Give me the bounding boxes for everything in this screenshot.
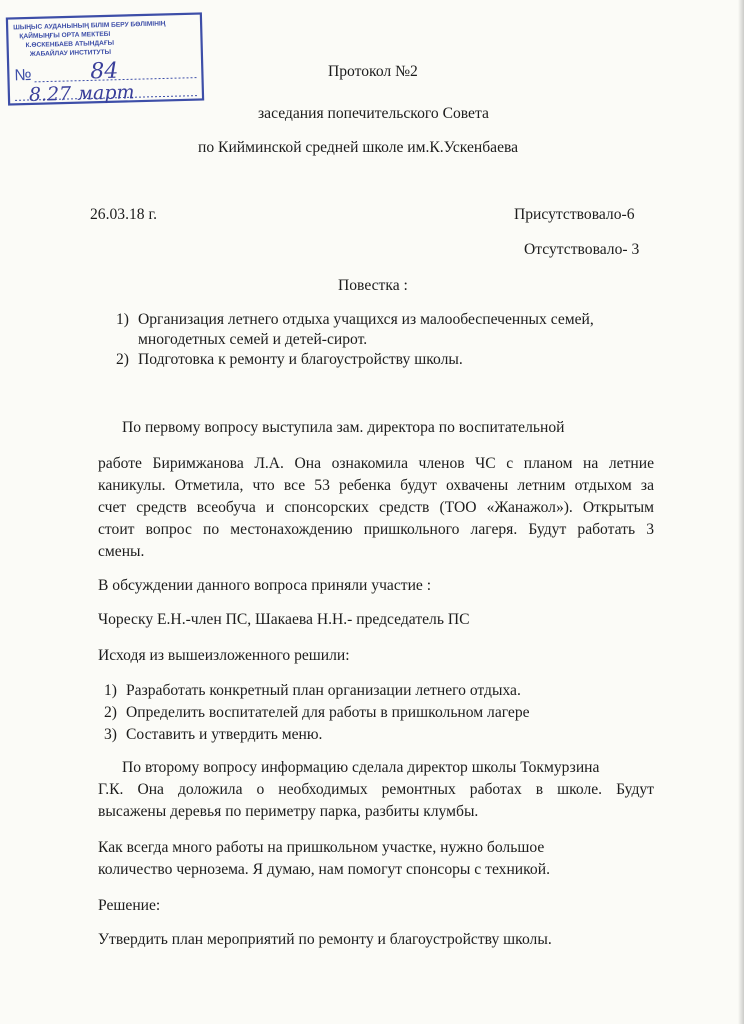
decision-item-text: Разработать конкретный план организации летнего отдыха. — [126, 682, 521, 699]
first-question-line-2: работе Биримжанова Л.А. Она ознакомила членов ЧС с планом на летние — [98, 455, 654, 472]
first-question-line-1: По первому вопросу выступила зам. директора по воспитательной — [122, 419, 565, 436]
agenda-item-number: 2) — [116, 351, 129, 368]
discussion-intro: В обсуждении данного вопроса приняли участие : — [98, 577, 432, 594]
decision-item-number: 2) — [104, 704, 117, 721]
first-question-line-4: счет средств всеобуча и спонсорских средств (ТОО «Жанажол»). Открытым — [98, 499, 654, 516]
agenda-item — [116, 350, 594, 370]
stamp-line-2: ҚАЙМЫҢҒЫ ОРТА МЕКТЕБІ — [19, 30, 111, 41]
document-subtitle: заседания попечительского Совета — [258, 105, 489, 122]
registration-stamp — [5, 11, 205, 106]
second-question-line-1: По второму вопросу информацию сделала директор школы Токмурзина — [122, 759, 600, 776]
decision-item-number: 3) — [104, 726, 117, 743]
second-question-line-2: Г.К. Она доложила о необходимых ремонтных работах в школе. Будут — [98, 781, 654, 798]
decision-item-text: Составить и утвердить меню. — [126, 726, 323, 743]
agenda-heading: Повестка : — [338, 277, 408, 294]
decision-list — [104, 680, 530, 746]
agenda-item-text: Подготовка к ремонту и благоустройству школы. — [138, 351, 463, 368]
decision-item — [104, 702, 530, 724]
discussion-participants: Чореску Е.Н.-член ПС, Шакаева Н.Н.- председатель ПС — [98, 611, 470, 628]
stamp-line-3: К.ӨСКЕНБАЕВ АТЫНДАҒЫ — [25, 39, 115, 50]
decision-intro: Исходя из вышеизложенного решили: — [98, 647, 350, 664]
first-question-line-5: стоит вопрос по местонахождению пришкольного лагеря. Будут работать 3 — [98, 521, 654, 538]
stamp-date: 8.27 март — [28, 81, 135, 107]
second-question-line-3: высажены деревья по периметру парка, разбиты клумбы. — [98, 803, 479, 820]
present-count: Присутствовало-6 — [514, 206, 635, 223]
svg-text:№: № — [14, 66, 32, 85]
note-line-1: Как всегда много работы на пришкольном участке, нужно большое — [98, 839, 545, 856]
stamp-line-4: ЖАБАЙЛАУ ИНСТИТУТЫ — [29, 48, 112, 58]
agenda-list — [116, 310, 594, 370]
resolution-text: Утвердить план мероприятий по ремонту и благоустройству школы. — [98, 931, 552, 948]
school-name: по Кийминской средней школе им.К.Ускенбаева — [198, 139, 519, 156]
agenda-item-text-continued: многодетных семей и детей-сирот. — [138, 331, 368, 348]
absent-count: Отсутствовало- 3 — [524, 241, 640, 258]
first-question-line-3: каникулы. Отметила, что все 53 ребенка будут охвачены летним отдыхом за — [98, 477, 654, 494]
agenda-item-number: 1) — [116, 311, 129, 328]
note-line-2: количество чернозема. Я думаю, нам помогут спонсоры с техникой. — [98, 861, 550, 878]
resolution-heading: Решение: — [98, 897, 161, 914]
agenda-item — [116, 310, 594, 350]
agenda-item-text: Организация летнего отдыха учащихся из малообеспеченных семей, — [138, 311, 594, 328]
decision-item — [104, 680, 530, 702]
stamp-number: 84 — [90, 58, 119, 85]
stamp-line-1: ШЫҢЫС АУДАНЫНЫҢ БІЛІМ БЕРУ БӨЛІМІНІҢ — [13, 20, 166, 32]
decision-item-number: 1) — [104, 682, 117, 699]
first-question-line-6: смены. — [98, 543, 145, 560]
meeting-date: 26.03.18 г. — [90, 206, 158, 223]
scan-edge-shadow — [738, 0, 744, 1024]
decision-item — [104, 724, 530, 746]
decision-item-text: Определить воспитателей для работы в пришкольном лагере — [126, 704, 530, 721]
document-title: Протокол №2 — [328, 63, 418, 80]
